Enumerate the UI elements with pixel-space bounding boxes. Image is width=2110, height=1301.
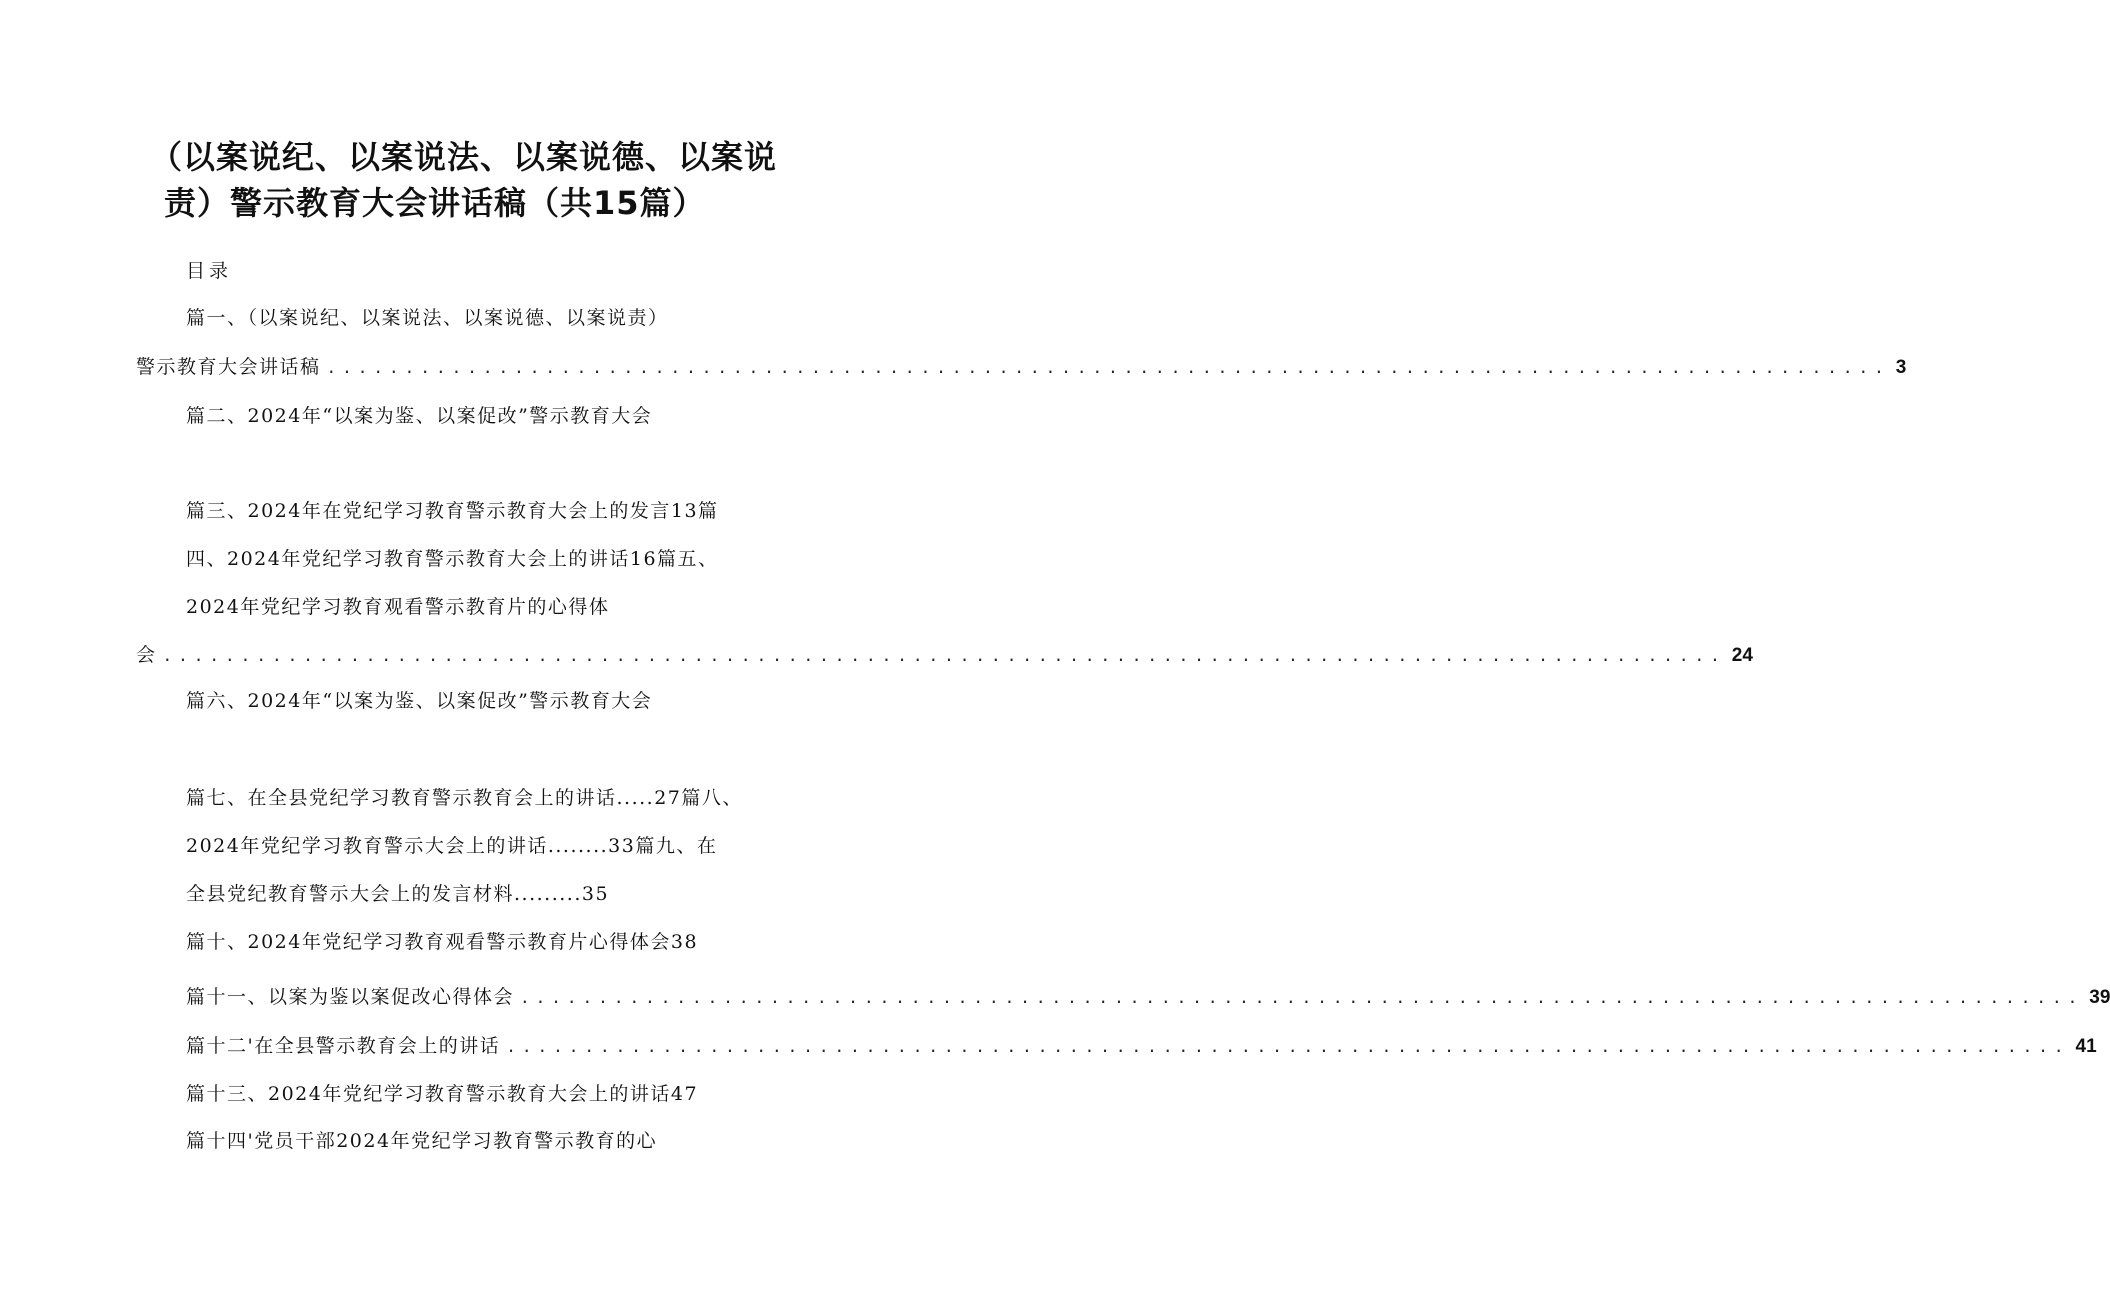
toc-line-13[interactable]: 篇十三、2024年党纪学习教育警示教育大会上的讲话47 (186, 1083, 699, 1105)
toc-entry-1-text: 警示教育大会讲话稿 (136, 356, 321, 378)
toc-line-6[interactable]: 篇六、2024年“以案为鉴、以案促改”警示教育大会 (186, 690, 653, 712)
toc-entry-1-page: 3 (1895, 357, 1907, 378)
toc-line-2[interactable]: 篇二、2024年“以案为鉴、以案促改”警示教育大会 (186, 405, 653, 427)
toc-entry-12-page: 41 (2075, 1036, 2097, 1057)
toc-line-3[interactable]: 篇三、2024年在党纪学习教育警示教育大会上的发言13篇 (186, 500, 719, 522)
title-line-1: （以案说纪、以案说法、以案说德、以案说 (150, 138, 778, 176)
toc-entry-5-text: 会 (136, 644, 157, 666)
toc-line-10[interactable]: 篇十、2024年党纪学习教育观看警示教育片心得体会38 (186, 931, 699, 953)
dot-leader: .................................................................................................... (520, 988, 2084, 1007)
toc-entry-5[interactable] (136, 642, 1753, 669)
toc-entry-12-text: 篇十二'在全县警示教育会上的讲话 (186, 1035, 501, 1057)
toc-entry-12[interactable] (186, 1033, 2097, 1060)
toc-line-14[interactable]: 篇十四'党员干部2024年党纪学习教育警示教育的心 (186, 1130, 658, 1152)
toc-entry-1[interactable] (136, 354, 1907, 381)
dot-leader: .................................................................................................... (506, 1037, 2070, 1056)
dot-leader: .................................................................................................... (162, 646, 1726, 665)
toc-line-4[interactable]: 四、2024年党纪学习教育警示教育大会上的讲话16篇五、 (186, 548, 719, 570)
toc-entry-11-page: 39 (2089, 987, 2110, 1008)
title-line-2: 责）警示教育大会讲话稿（共15篇） (164, 184, 706, 222)
document-title (150, 134, 810, 226)
toc-line-8[interactable]: 2024年党纪学习教育警示大会上的讲话........33篇九、在 (186, 835, 718, 857)
toc-line-9[interactable]: 全县党纪教育警示大会上的发言材料.........35 (186, 883, 610, 905)
toc-entry-11[interactable] (186, 984, 2110, 1011)
toc-line-7[interactable]: 篇七、在全县党纪学习教育警示教育会上的讲话.....27篇八、 (186, 787, 743, 809)
toc-entry-11-text: 篇十一、以案为鉴以案促改心得体会 (186, 986, 515, 1008)
toc-line-5[interactable]: 2024年党纪学习教育观看警示教育片的心得体 (186, 596, 610, 618)
dot-leader: .................................................................................................... (326, 358, 1890, 377)
toc-line-1: 篇一、（以案说纪、以案说法、以案说德、以案说责） (186, 307, 669, 329)
toc-entry-5-page: 24 (1731, 645, 1753, 666)
toc-heading: 目录 (186, 260, 233, 282)
